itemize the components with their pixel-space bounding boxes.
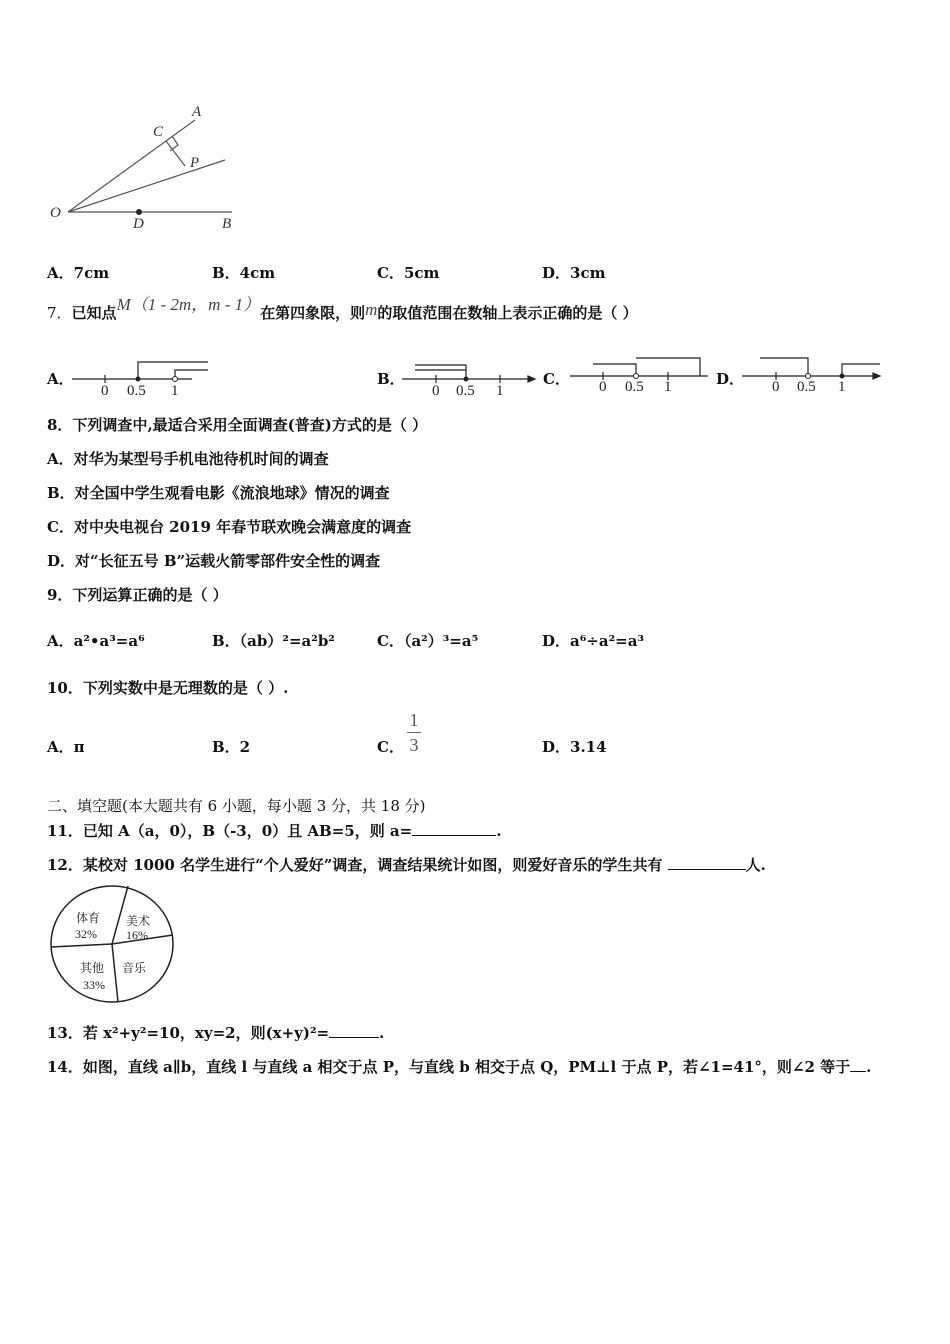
q11-answer-blank[interactable]: [412, 821, 496, 836]
q7-stem: [47, 295, 638, 323]
tick-half: 0.5: [127, 383, 146, 399]
q6-option-a: A．7cm: [47, 264, 110, 282]
point-d: [136, 209, 142, 215]
q7-tail: 的取值范围在数轴上表示正确的是（ ）: [377, 304, 638, 322]
q12-end: 人.: [745, 856, 766, 874]
tick-1: 1: [664, 379, 672, 395]
q10-stem: 10．下列实数中是无理数的是（ ）.: [47, 679, 289, 697]
sector-pe-name: 体育: [76, 911, 101, 925]
sector-art-name: 美术: [126, 914, 151, 928]
q11-end: .: [496, 822, 502, 840]
sector-music-name: 音乐: [122, 961, 147, 975]
divider-other-music: [112, 944, 118, 1002]
tick-0: 0: [599, 379, 607, 395]
q9-option-b: B．（ab）²=a²b²: [212, 632, 335, 650]
q6-option-b: B．4cm: [212, 264, 276, 282]
q7-label-b: B．: [377, 370, 405, 388]
label-b: B: [222, 216, 232, 232]
label-a: A: [192, 104, 202, 120]
q10-option-a: A．π: [47, 738, 85, 756]
q8-option-a: A．对华为某型号手机电池待机时间的调查: [47, 450, 329, 468]
sector-other-name: 其他: [80, 961, 105, 975]
q9-option-c: C．（a²）³=a⁵: [377, 632, 479, 650]
q14-answer-blank[interactable]: [850, 1057, 866, 1072]
label-p: P: [190, 155, 200, 171]
perpendicular-pc: [166, 141, 185, 166]
tick-1: 1: [838, 379, 846, 395]
numberline-a: [70, 355, 220, 400]
fraction-denominator: 3: [409, 735, 419, 755]
tick-half: 0.5: [797, 379, 816, 395]
tick-0: 0: [772, 379, 780, 395]
section-2-title: 二、填空题(本大题共有 6 小题，每小题 3 分，共 18 分): [47, 797, 426, 815]
q8-option-d: D．对“长征五号 B”运载火箭零部件安全性的调查: [47, 552, 381, 570]
q13: [47, 1022, 384, 1043]
tick-1: 1: [171, 383, 179, 399]
q7-label-a: A．: [47, 370, 74, 388]
q12: [47, 854, 766, 875]
pie-chart: [48, 883, 178, 1007]
label-c: C: [153, 124, 164, 140]
q9-option-d: D．a⁶÷a²=a³: [542, 632, 645, 650]
q7-prefix: 已知点: [71, 304, 117, 322]
q13-text: 13．若 x²+y²=10，xy=2，则(x+y)²=: [47, 1024, 330, 1042]
q8-option-c: C．对中央电视台 2019 年春节联欢晚会满意度的调查: [47, 518, 412, 536]
q9-stem: 9．下列运算正确的是（ ）: [47, 586, 228, 604]
ray-oa: [68, 120, 195, 212]
q11-text: 11．已知 A（a，0），B（-3，0）且 AB=5，则 a=: [47, 822, 413, 840]
q8-option-b: B．对全国中学生观看电影《流浪地球》情况的调查: [47, 484, 390, 502]
sector-other-percent: 33%: [83, 978, 105, 992]
q12-answer-blank[interactable]: [668, 855, 746, 870]
q7-label-c: C．: [543, 370, 570, 388]
q7-suffix: 在第四象限，则: [260, 304, 366, 322]
tick-0: 0: [432, 383, 440, 399]
q14-end: .: [866, 1058, 872, 1076]
q7-number: 7．: [47, 304, 72, 322]
fraction-numerator: 1: [409, 710, 419, 730]
label-d: D: [133, 216, 144, 232]
tick-half: 0.5: [625, 379, 644, 395]
q11: [47, 820, 501, 841]
q7-point: M（1 - 2m，m - 1）: [116, 295, 261, 314]
label-o: O: [50, 205, 61, 221]
q14-text: 14．如图，直线 a∥b，直线 l 与直线 a 相交于点 P，与直线 b 相交于点 Q，PM⊥l 于点 P，若∠1=41°，则∠2 等于: [47, 1058, 851, 1076]
q7-label-d: D．: [716, 370, 745, 388]
numberline-b: [400, 355, 540, 400]
tick-0: 0: [101, 383, 109, 399]
q10-fraction: [407, 710, 421, 755]
angle-figure: [40, 98, 240, 233]
q12-text: 12．某校对 1000 名学生进行“个人爱好”调查，调查结果统计如图，则爱好音乐的学生共有: [47, 856, 663, 874]
q7-var: m: [365, 300, 378, 319]
q13-end: .: [379, 1024, 385, 1042]
divider-pe-other: [51, 944, 112, 947]
q10-option-c-label: C．: [377, 738, 404, 756]
q6-option-c: C．5cm: [377, 264, 440, 282]
sector-pe-percent: 32%: [75, 927, 97, 941]
q13-answer-blank[interactable]: [329, 1023, 379, 1038]
q14: [47, 1056, 871, 1077]
numberline-d: [740, 350, 885, 395]
q6-option-d: D．3cm: [542, 264, 606, 282]
q10-option-b: B．2: [212, 738, 251, 756]
numberline-c: [568, 350, 713, 395]
q10-option-d: D．3.14: [542, 738, 607, 756]
q9-option-a: A．a²•a³=a⁶: [47, 632, 145, 650]
ray-op: [68, 160, 225, 212]
q8-stem: 8．下列调查中,最适合采用全面调查(普查)方式的是（ ）: [47, 416, 428, 434]
sector-art-percent: 16%: [126, 928, 148, 942]
tick-1: 1: [496, 383, 504, 399]
tick-half: 0.5: [456, 383, 475, 399]
